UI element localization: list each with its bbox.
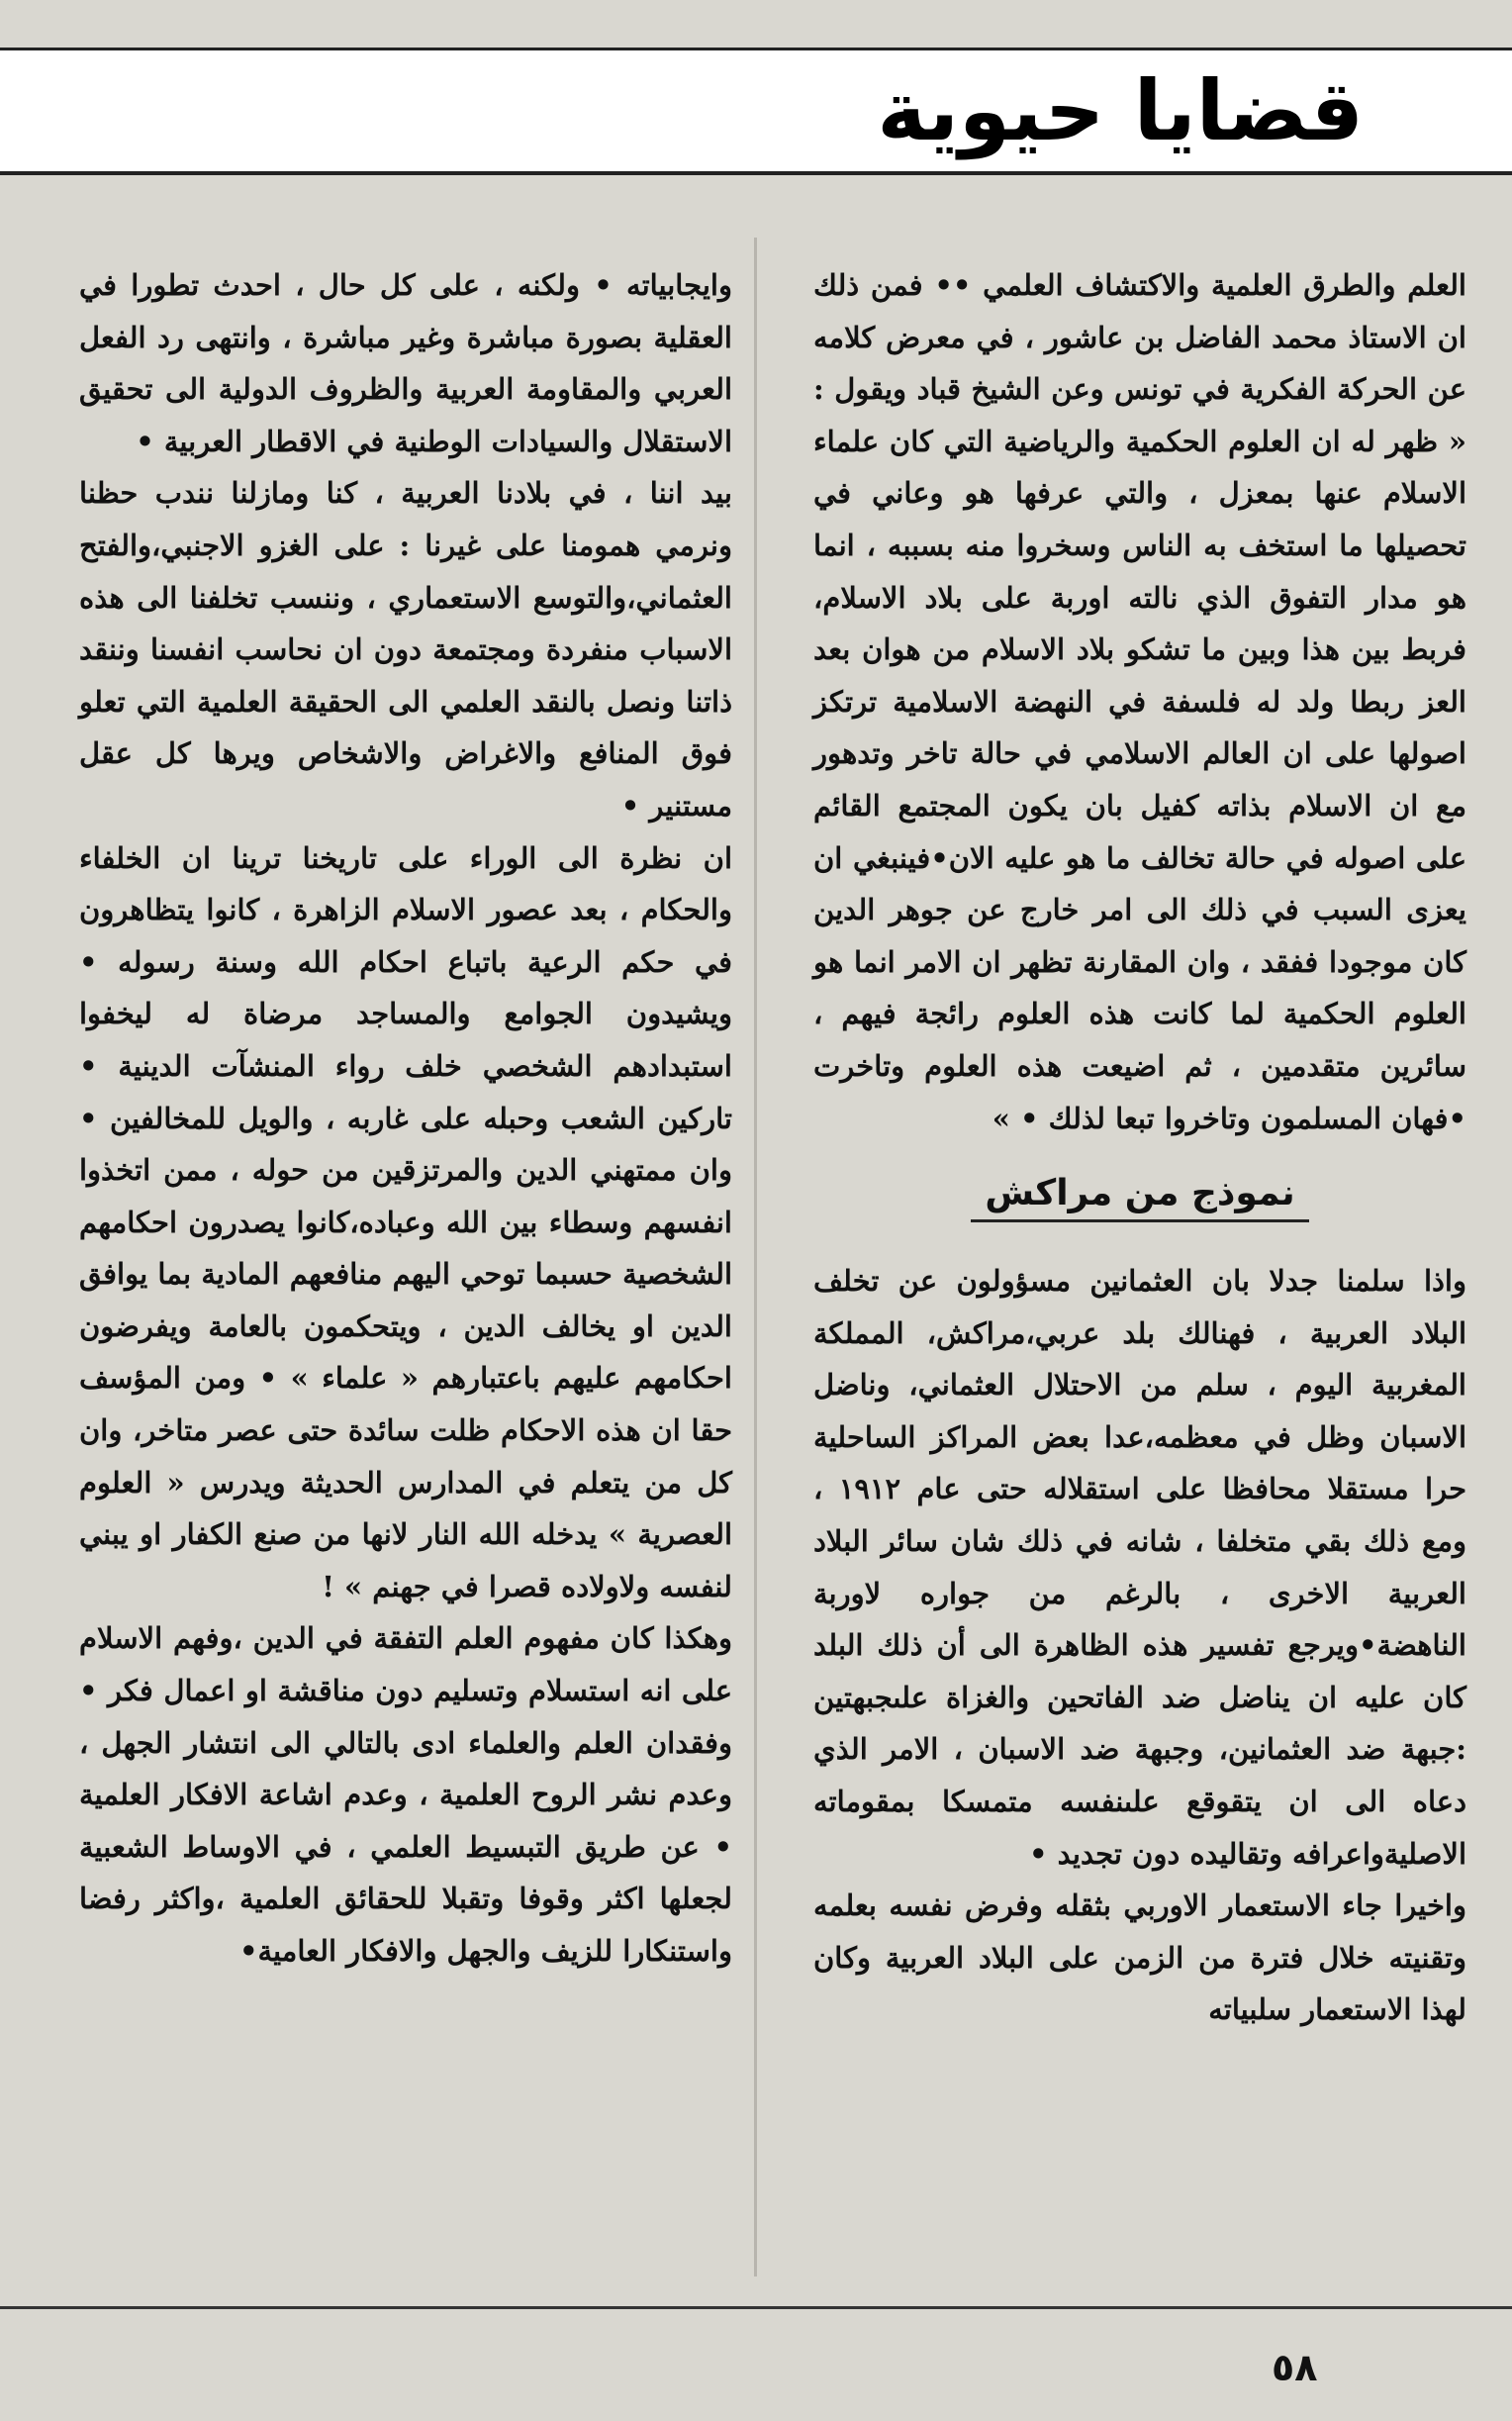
article-paragraph: وايجابياته • ولكنه ، على كل حال ، احدث تطورا في العقلية بصورة مباشرة وغير مباشرة ، وانتهى رد الفعل العربي والمقاومة العربية والظروف الدولية الى تحقيق الاستقلال والسيادات الوطنية في الاقطار العربية • — [79, 268, 732, 458]
left-column — [79, 259, 732, 1978]
header-band — [0, 48, 1512, 175]
right-column — [813, 259, 1466, 2036]
section-title: قضايا حيوية — [877, 62, 1364, 159]
article-paragraph: ان نظرة الى الوراء على تاريخنا ترينا ان الخلفاء والحكام ، بعد عصور الاسلام الزاهرة ، كانوا يتظاهرون في حكم الرعية باتباع احكام الله وسنة رسوله • ويشيدون الجوامع والمساجد مرضاة له ليخفوا استبدادهم الشخصي خلف رواء المنشآت الدينية • تاركين الشعب وحبله على غاربه ، والويل للمخالفين • وان ممتهني الدين والمرتزقين من حوله ، ممن اتخذوا انفسهم وسطاء بين الله وعباده،كانوا يصدرون احكامهم الشخصية حسبما توحي اليهم منافعهم المادية بما يوافق الدين او يخالف الدين ، ويتحكمون بالعامة ويفرضون احكامهم عليهم باعتبارهم « علماء » • ومن المؤسف حقا ان هذه الاحكام ظلت سائدة حتى عصر متاخر، وان كل من يتعلم في المدارس الحديثة ويدرس « العلوم العصرية » يدخله الله النار لانها من صنع الكفار او يبني لنفسه ولاولاده قصرا في جهنم » ! — [79, 840, 732, 1603]
column-divider — [754, 238, 757, 2276]
page-number: ٥٨ — [1272, 2346, 1318, 2389]
footer-rule — [0, 2306, 1512, 2309]
subheading-text: نموذج من مراكش — [971, 1173, 1308, 1222]
article-paragraph: بيد اننا ، في بلادنا العربية ، كنا ومازلنا نندب حظنا ونرمي همومنا على غيرنا : على الغزو الاجنبي،والفتح العثماني،والتوسع الاستعماري ، وننسب تخلفنا الى هذه الاسباب منفردة ومجتمعة دون ان نحاسب انفسنا وننقد ذاتنا ونصل بالنقد العلمي الى الحقيقة العلمية التي تعلو فوق المنافع والاغراض والاشخاص ويرها كل عقل مستنير • — [79, 476, 732, 823]
article-paragraph: واذا سلمنا جدلا بان العثمانين مسؤولون عن تخلف البلاد العربية ، فهنالك بلد عربي،مراكش، المملكة المغربية اليوم ، سلم من الاحتلال العثماني، وناضل الاسبان وظل في معظمه،عدا بعض المراكز الساحلية حرا مستقلا محافظا على استقلاله حتى عام ١٩١٢ ، ومع ذلك بقي متخلفا ، شانه في ذلك شان سائر البلاد العربية الاخرى ، بالرغم من جواره لاوربة الناهضة•ويرجع تفسير هذه الظاهرة الى أن ذلك البلد كان عليه ان يناضل ضد الفاتحين والغزاة علىجبهتين :جبهة ضد العثمانين، وجبهة ضد الاسبان ، الامر الذي دعاه الى ان يتقوقع علىنفسه متمسكا بمقوماته الاصليةواعرافه وتقاليده دون تجديد • — [813, 1264, 1466, 1871]
subheading — [813, 1168, 1466, 1219]
article-paragraph: وهكذا كان مفهوم العلم التفقة في الدين ،وفهم الاسلام على انه استسلام وتسليم دون مناقشة او اعمال فكر • وفقدان العلم والعلماء ادى بالتالي الى انتشار الجهل ، وعدم نشر الروح العلمية ، وعدم اشاعة الافكار العلمية • عن طريق التبسيط العلمي ، في الاوساط الشعبية لجعلها اكثر وقوفا وتقبلا للحقائق العلمية ،واكثر رفضا واستنكارا للزيف والجهل والافكار العامية• — [79, 1621, 732, 1968]
article-paragraph: واخيرا جاء الاستعمار الاوربي بثقله وفرض نفسه بعلمه وتقنيته خلال فترة من الزمن على البلاد العربية وكان لهذا الاستعمار سلبياته — [813, 1888, 1466, 2027]
article-paragraph: العلم والطرق العلمية والاكتشاف العلمي •• فمن ذلك ان الاستاذ محمد الفاضل بن عاشور ، في معرض كلامه عن الحركة الفكرية في تونس وعن الشيخ قباد ويقول : « ظهر له ان العلوم الحكمية والرياضية التي كان علماء الاسلام عنها بمعزل ، والتي عرفها هو وعاني في تحصيلها ما استخف به الناس وسخروا منه بسببه ، انما هو مدار التفوق الذي نالته اوربة على بلاد الاسلام، فربط بين هذا وبين ما تشكو بلاد الاسلام من هوان بعد العز ربطا ولد له فلسفة في النهضة الاسلامية ترتكز اصولها على ان العالم الاسلامي في حالة تاخر وتدهور مع ان الاسلام بذاته كفيل بان يكون المجتمع القائم على اصوله في حالة تخالف ما هو عليه الان•فينبغي ان يعزى السبب في ذلك الى امر خارج عن جوهر الدين كان موجودا ففقد ، وان المقارنة تظهر ان الامر انما هو العلوم الحكمية لما كانت هذه العلوم رائجة فيهم ، سائرين متقدمين ، ثم اضيعت هذه العلوم وتاخرت •فهان المسلمون وتاخروا تبعا لذلك • » — [813, 268, 1466, 1135]
